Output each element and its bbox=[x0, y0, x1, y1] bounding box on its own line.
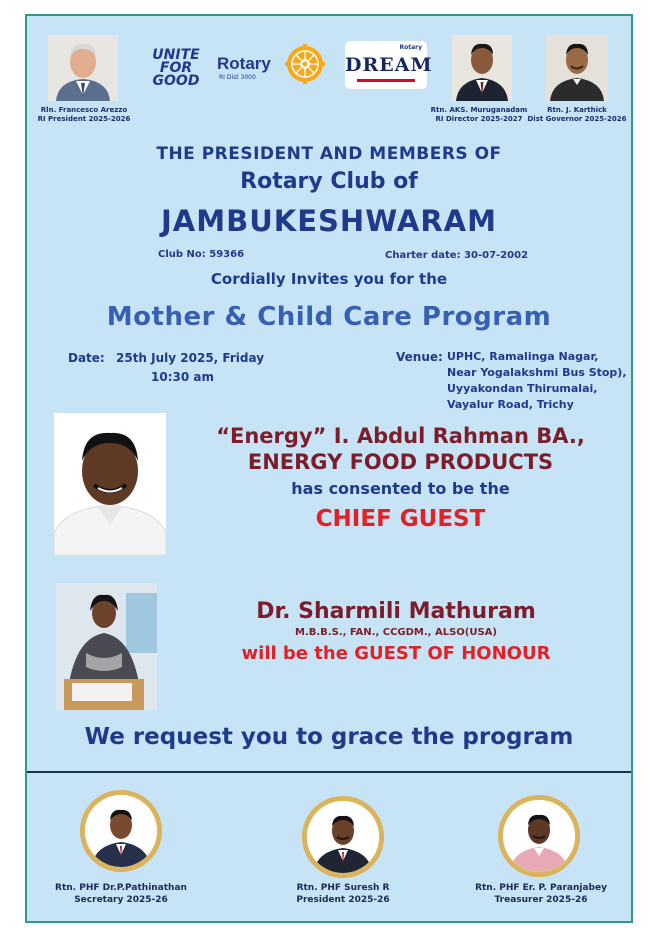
dist-governor-photo bbox=[546, 35, 608, 101]
president-caption bbox=[263, 882, 423, 906]
venue-line-1: UPHC, Ramalinga Nagar, bbox=[447, 350, 599, 363]
guest-of-honour-photo bbox=[56, 583, 157, 710]
invitation-card bbox=[25, 14, 633, 923]
rotary-wordmark: Rotary bbox=[217, 54, 271, 73]
ri-president-caption bbox=[29, 106, 139, 124]
secretary-role: Secretary 2025-26 bbox=[74, 895, 168, 905]
rotary-district: RI Dist 3000 bbox=[219, 74, 256, 81]
dream-logo-rotary: Rotary bbox=[399, 44, 422, 51]
unite-for-good-slogan bbox=[136, 49, 216, 88]
ri-director-photo bbox=[452, 35, 512, 101]
dream-logo-text: DREAM bbox=[345, 54, 433, 76]
charter-date: Charter date: 30-07-2002 bbox=[385, 250, 529, 261]
guest-of-honour-qualifications: M.B.B.S., FAN., CCGDM., ALSO(USA) bbox=[295, 627, 497, 638]
president-role: President 2025-26 bbox=[296, 895, 390, 905]
slogan-line-1: UNITE bbox=[152, 47, 200, 63]
president-name: Rtn. PHF Suresh R bbox=[296, 883, 390, 893]
chief-guest-company: ENERGY FOOD PRODUCTS bbox=[247, 450, 554, 474]
title-line-2: Rotary Club of bbox=[240, 169, 418, 194]
dist-governor-name: Rtn. J. Karthick bbox=[547, 106, 607, 114]
date-label: Date: bbox=[68, 351, 105, 365]
treasurer-photo bbox=[498, 795, 580, 877]
club-name: JAMBUKESHWARAM bbox=[161, 204, 497, 238]
dist-governor-role: Dist Governor 2025-2026 bbox=[527, 115, 627, 123]
ri-president-photo bbox=[48, 35, 118, 101]
secretary-caption bbox=[41, 882, 201, 906]
secretary-name: Rtn. PHF Dr.P.Pathinathan bbox=[55, 883, 187, 893]
venue-line-2: Near Yogalakshmi Bus Stop), bbox=[447, 366, 627, 379]
dream-logo-underline bbox=[357, 79, 415, 82]
ri-director-role: RI Director 2025-2027 bbox=[435, 115, 523, 123]
program-name: Mother & Child Care Program bbox=[106, 302, 552, 332]
guest-of-honour-block bbox=[157, 598, 633, 668]
time-value: 10:30 am bbox=[151, 370, 214, 384]
slogan-line-3: GOOD bbox=[152, 73, 200, 89]
treasurer-role: Treasurer 2025-26 bbox=[494, 895, 588, 905]
guest-of-honour-name: Dr. Sharmili Mathuram bbox=[256, 599, 536, 624]
title-line-1: THE PRESIDENT AND MEMBERS OF bbox=[156, 144, 502, 164]
venue-address bbox=[447, 349, 627, 413]
venue-line-4: Vayalur Road, Trichy bbox=[447, 398, 574, 411]
chief-guest-name: “Energy” I. Abdul Rahman BA., bbox=[216, 424, 585, 448]
ri-president-role: RI President 2025-2026 bbox=[37, 115, 131, 123]
ri-director-name: Rtn. AKS. Muruganadam bbox=[430, 106, 528, 114]
invite-line: Cordially Invites you for the bbox=[210, 270, 448, 288]
secretary-photo bbox=[80, 790, 162, 872]
venue-label: Venue: bbox=[396, 350, 443, 364]
treasurer-name: Rtn. PHF Er. P. Paranjabey bbox=[475, 883, 607, 893]
guest-of-honour-title: GUEST OF HONOUR bbox=[354, 643, 551, 664]
date-value: 25th July 2025, Friday bbox=[116, 351, 265, 365]
ri-president-name: Rln. Francesco Arezzo bbox=[40, 106, 128, 114]
chief-guest-consent: has consented to be the bbox=[291, 479, 510, 498]
dream-logo bbox=[345, 41, 433, 89]
footer-divider bbox=[27, 771, 631, 773]
chief-guest-photo bbox=[54, 413, 166, 555]
rotary-wheel-icon bbox=[285, 44, 325, 84]
guest-of-honour-prefix: will be the bbox=[241, 643, 355, 664]
dist-governor-caption bbox=[519, 106, 633, 124]
chief-guest-title: CHIEF GUEST bbox=[315, 506, 486, 532]
guest-of-honour-line bbox=[157, 640, 633, 668]
treasurer-caption bbox=[461, 882, 621, 906]
club-number: Club No: 59366 bbox=[158, 249, 245, 260]
closing-request: We request you to grace the program bbox=[84, 724, 574, 750]
slogan-line-2: FOR bbox=[159, 60, 193, 76]
chief-guest-block bbox=[166, 424, 633, 536]
venue-line-3: Uyyakondan Thirumalai, bbox=[447, 382, 598, 395]
president-photo bbox=[302, 796, 384, 878]
